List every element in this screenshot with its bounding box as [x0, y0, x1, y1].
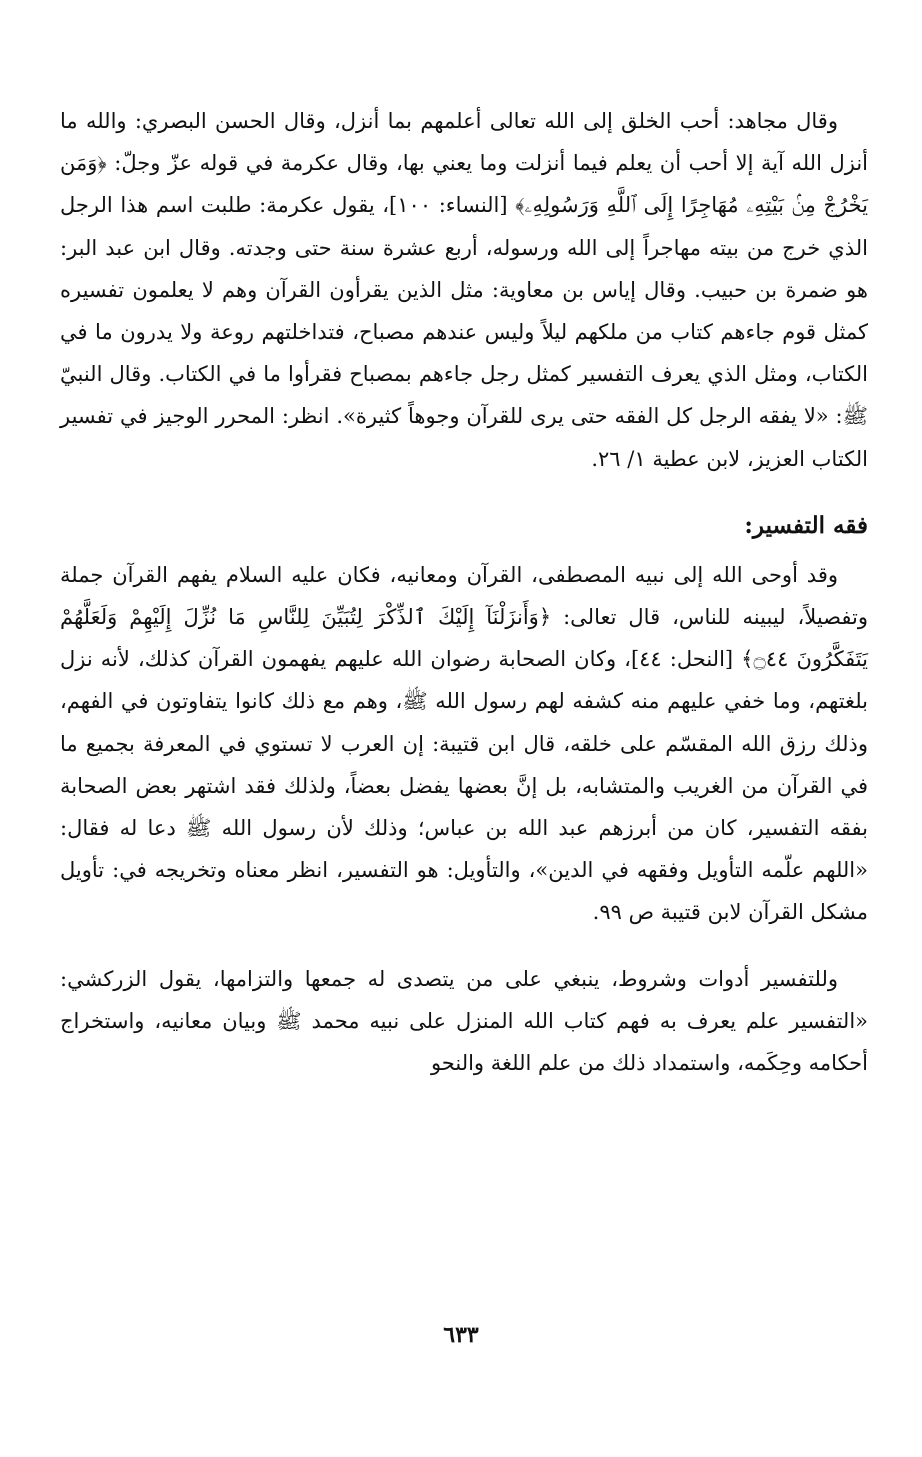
paragraph-tools-of-tafsir: وللتفسير أدوات وشروط، ينبغي على من يتصدى له جمعها والتزامها، يقول الزركشي: «التفسير علم يعرف به فهم كتاب الله المنزل على نبيه محمد ﷺ وبيان معانيه، واستخراج أحكامه وحِكَمه، واستمداد ذلك من علم اللغة والنحو — [60, 966, 868, 1076]
paragraph-mujahid: وقال مجاهد: أحب الخلق إلى الله تعالى أعلمهم بما أنزل، وقال الحسن البصري: والله ما أنزل الله آية إلا أحب أن يعلم فيما أنزلت وما يعني بها، وقال عكرمة في قوله عزّ وجلّ: ﴿وَمَن يَخْرُجْ مِنۢ بَيْتِهِۦ مُهَاجِرًا إِلَى ٱللَّهِ وَرَسُولِهِۦ﴾ [النساء: ١٠٠]، يقول عكرمة: طلبت اسم هذا الرجل الذي خرج من بيته مهاجراً إلى الله ورسوله، أربع عشرة سنة حتى وجدته. وقال ابن عبد البر: هو ضمرة بن حبيب. وقال إياس بن معاوية: مثل الذين يقرأون القرآن وهم لا يعلمون تفسيره كمثل قوم جاءهم كتاب من ملكهم ليلاً وليس عندهم مصباح، فتداخلتهم روعة ولا يدرون ما في الكتاب، ومثل الذي يعرف التفسير كمثل رجل جاءهم بمصباح فقرأوا ما في الكتاب. وقال النبيّ ﷺ: «لا يفقه الرجل كل الفقه حتى يرى للقرآن وجوهاً كثيرة». انظر: المحرر الوجيز في تفسير الكتاب العزيز، لابن عطية ١/ ٢٦. — [60, 109, 869, 471]
page-body — [60, 100, 868, 1084]
page-number: ٦٣٣ — [443, 1322, 479, 1348]
paragraph-gap — [60, 480, 868, 504]
paragraph-fiqh-tafsir: وقد أوحى الله إلى نبيه المصطفى، القرآن ومعانيه، فكان عليه السلام يفهم القرآن جملة وتفصيلاً، ليبينه للناس، قال تعالى: ﴿وَأَنزَلْنَآ إِلَيْكَ ٱلذِّكْرَ لِتُبَيِّنَ لِلنَّاسِ مَا نُزِّلَ إِلَيْهِمْ وَلَعَلَّهُمْ يَتَفَكَّرُونَ ۝٤٤﴾ [النحل: ٤٤]، وكان الصحابة رضوان الله عليهم يفهمون القرآن كذلك، لأنه نزل بلغتهم، وما خفي عليهم منه كشفه لهم رسول الله ﷺ، وهم مع ذلك كانوا يتفاوتون في الفهم، وذلك رزق الله المقسّم على خلقه، قال ابن قتيبة: إن العرب لا تستوي في المعرفة بجميع ما في القرآن من الغريب والمتشابه، بل إنَّ بعضها يفضل بعضاً، ولذلك فقد اشتهر بعض الصحابة بفقه التفسير، كان من أبرزهم عبد الله بن عباس؛ وذلك لأن رسول الله ﷺ دعا له فقال: «اللهم علّمه التأويل وفقهه في الدين»، والتأويل: هو التفسير، انظر معناه وتخريجه في: تأويل مشكل القرآن لابن قتيبة ص ٩٩. — [60, 562, 868, 925]
paragraph-gap — [60, 934, 868, 958]
section-heading: فقه التفسير: — [744, 511, 868, 539]
